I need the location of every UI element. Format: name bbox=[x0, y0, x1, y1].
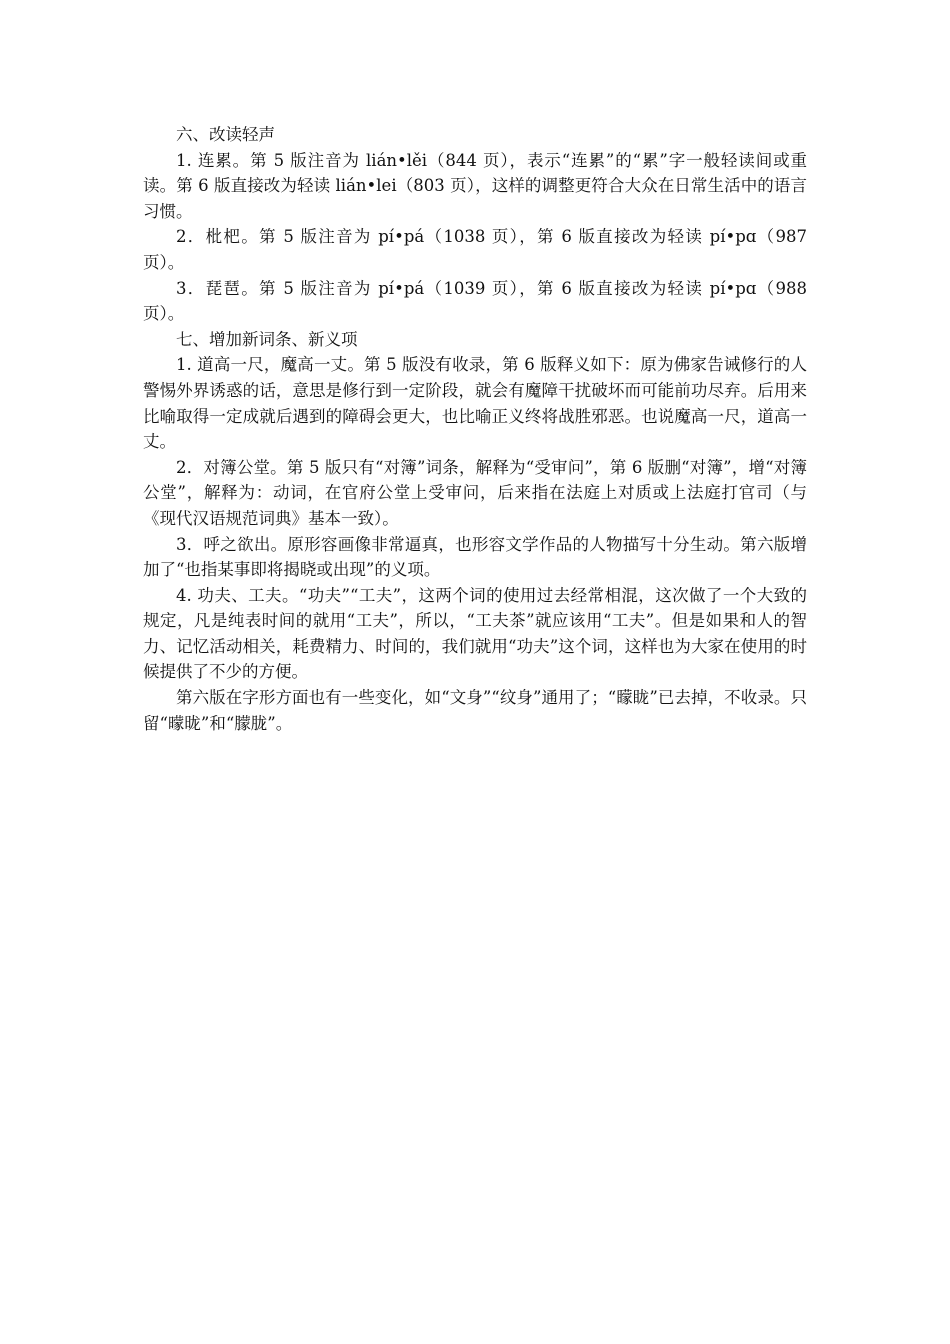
paragraph-item-1-daogaoyichi: 1. 道高一尺，魔高一丈。第 5 版没有收录，第 6 版释义如下：原为佛家告诫修行的人警惕外界诱惑的话，意思是修行到一定阶段，就会有魔障干扰破坏而可能前功尽弃。后用来比喻取得一定成就后遇到的障碍会更大，也比喻正义终将战胜邪恶。也说魔高一尺，道高一丈。 bbox=[143, 355, 807, 452]
paragraph-item-4-gongfu: 4. 功夫、工夫。“功夫”“工夫”，这两个词的使用过去经常相混，这次做了一个大致的规定，凡是纯表时间的就用“工夫”，所以，“工夫茶”就应该用“工夫”。但是如果和人的智力、记忆活动相关，耗费精力、时间的，我们就用“功夫”这个词，这样也为大家在使用的时候提供了不少的方便。 bbox=[143, 585, 807, 682]
paragraph-glyph-changes: 第六版在字形方面也有一些变化，如“文身”“纹身”通用了；“矇眬”已去掉，不收录。只留“曚昽”和“朦胧”。 bbox=[143, 688, 807, 733]
paragraph-item-2-pipa-loquat: 2．枇杷。第 5 版注音为 pí•pá（1038 页），第 6 版直接改为轻读 pí•pɑ（987 页）。 bbox=[143, 227, 807, 272]
paragraph-item-3-pipa-instrument: 3．琵琶。第 5 版注音为 pí•pá（1039 页），第 6 版直接改为轻读 pí•pɑ（988 页）。 bbox=[143, 278, 807, 324]
section-heading-7: 七、增加新词条、新义项 bbox=[176, 329, 358, 349]
paragraph-item-2-duibugongtang: 2．对簿公堂。第 5 版只有“对簿”词条，解释为“受审问”，第 6 版删“对簿”，增“对簿公堂”，解释为：动词，在官府公堂上受审问，后来指在法庭上对质或上法庭打官司（与《现代汉语规范词典》基本一致）。 bbox=[143, 457, 807, 528]
section-heading-6: 六、改读轻声 bbox=[176, 125, 275, 144]
paragraph-item-1-lianlei: 1. 连累。第 5 版注音为 lián•lěi（844 页），表示“连累”的“累”字一般轻读间或重读。第 6 版直接改为轻读 lián•lei（803 页），这样的调整更符合大众在日常生活中的语言习惯。 bbox=[143, 150, 807, 221]
paragraph-item-3-huzhiyuchu: 3．呼之欲出。原形容画像非常逼真，也形容文学作品的人物描写十分生动。第六版增加了“也指某事即将揭晓或出现”的义项。 bbox=[143, 534, 807, 580]
document-body bbox=[143, 122, 807, 736]
